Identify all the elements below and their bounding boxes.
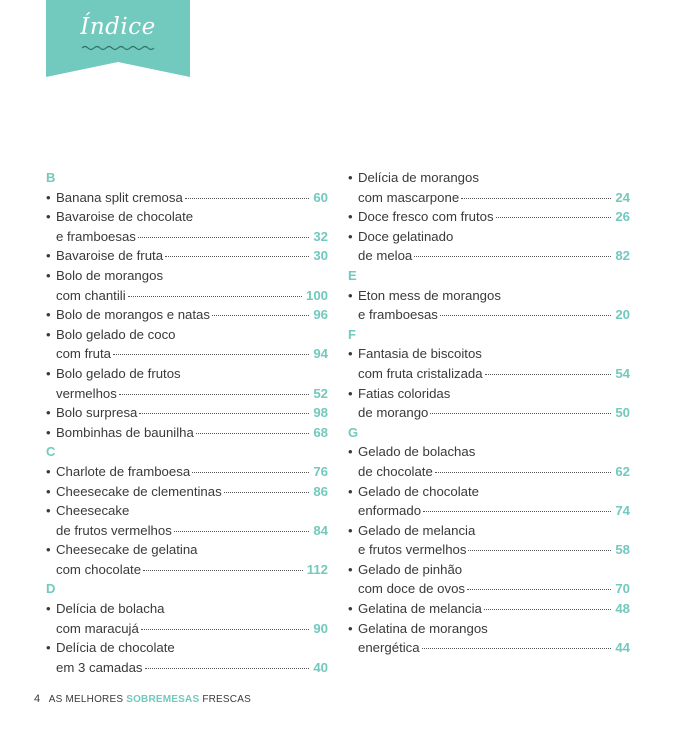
dot-leader	[113, 354, 309, 355]
entry-title: Bombinhas de baunilha	[56, 424, 194, 440]
index-entry-line	[46, 305, 328, 325]
index-entry-line	[46, 658, 328, 678]
dot-leader	[128, 296, 302, 297]
entry-title: de frutos vermelhos	[56, 522, 172, 538]
index-entry-line	[46, 462, 328, 482]
entry-page-number: 82	[615, 248, 630, 264]
entry-page-number: 70	[615, 581, 630, 597]
index-entry-line	[46, 599, 328, 619]
index-entry	[348, 384, 630, 423]
index-entry-line	[348, 482, 630, 502]
bullet-icon: •	[348, 228, 353, 244]
index-entry-line	[46, 638, 328, 658]
index-column-right	[348, 168, 630, 658]
entry-title: com fruta cristalizada	[358, 365, 483, 381]
entry-page-number: 94	[313, 346, 328, 362]
dot-leader	[224, 492, 310, 493]
entry-page-number: 30	[313, 248, 328, 264]
section-letter: E	[348, 267, 357, 283]
entry-page-number: 98	[313, 405, 328, 421]
entry-title: Cheesecake	[56, 503, 130, 519]
entry-page-number: 44	[615, 640, 630, 656]
entry-title: com fruta	[56, 346, 111, 362]
entry-page-number: 26	[615, 209, 630, 225]
entry-page-number: 84	[313, 522, 328, 538]
index-entry	[46, 305, 328, 325]
index-entry-line	[348, 521, 630, 541]
index-entry-line	[348, 246, 630, 266]
entry-page-number: 40	[313, 659, 328, 675]
entry-title: Bolo gelado de coco	[56, 326, 176, 342]
index-entry-line	[46, 364, 328, 384]
entry-title: de morango	[358, 405, 429, 421]
index-entry	[46, 207, 328, 246]
entry-title: energética	[358, 640, 420, 656]
bullet-icon: •	[348, 209, 353, 225]
index-entry	[46, 599, 328, 638]
index-entry-line	[348, 384, 630, 404]
bullet-icon: •	[46, 483, 51, 499]
page-title: Índice	[80, 14, 156, 40]
index-entry	[348, 482, 630, 521]
bullet-icon: •	[46, 326, 51, 342]
index-entry-line	[46, 207, 328, 227]
index-entry	[348, 344, 630, 383]
dot-leader	[174, 531, 310, 532]
entry-title: com chantili	[56, 287, 126, 303]
dot-leader	[196, 433, 309, 434]
index-entry-line	[46, 501, 328, 521]
index-entry	[46, 482, 328, 502]
dot-leader	[139, 413, 309, 414]
bullet-icon: •	[348, 287, 353, 303]
dot-leader	[422, 648, 612, 649]
entry-title: Bavaroise de fruta	[56, 248, 164, 264]
entry-page-number: 112	[306, 561, 328, 577]
section-letter: B	[46, 170, 56, 185]
bullet-icon: •	[46, 365, 51, 381]
entry-title: Bavaroise de chocolate	[56, 209, 194, 225]
entry-page-number: 68	[313, 424, 328, 440]
entry-page-number: 86	[313, 483, 328, 499]
entry-page-number: 54	[615, 365, 630, 381]
entry-title: de chocolate	[358, 463, 433, 479]
entry-title: com doce de ovos	[358, 581, 466, 597]
index-entry-line	[348, 286, 630, 306]
index-entry-line	[348, 540, 630, 560]
index-entry-line	[46, 403, 328, 423]
entry-page-number: 96	[313, 307, 328, 323]
bullet-icon: •	[46, 189, 51, 205]
section-letter: D	[46, 581, 56, 597]
entry-title: Gelado de bolachas	[358, 444, 476, 460]
index-entry-line	[46, 619, 328, 639]
index-entry-line	[46, 246, 328, 266]
index-entry	[348, 560, 630, 599]
bullet-icon: •	[348, 620, 353, 636]
index-entry	[348, 521, 630, 560]
entry-page-number: 52	[313, 385, 328, 401]
index-entry	[348, 227, 630, 266]
entry-page-number: 50	[615, 405, 630, 421]
section-letter: G	[348, 424, 359, 440]
section-letter: F	[348, 326, 356, 342]
entry-title: Cheesecake de clementinas	[56, 483, 222, 499]
index-entry-line	[348, 638, 630, 658]
entry-title: Gelado de pinhão	[358, 561, 463, 577]
bullet-icon: •	[46, 209, 51, 225]
dot-leader	[141, 629, 310, 630]
index-entry	[46, 266, 328, 305]
bullet-icon: •	[348, 522, 353, 538]
index-entry	[348, 619, 630, 658]
index-entry	[46, 462, 328, 482]
index-entry	[348, 286, 630, 325]
index-entry	[46, 638, 328, 677]
entry-title: Bolo de morangos e natas	[56, 307, 210, 323]
dot-leader	[467, 589, 611, 590]
entry-page-number: 32	[313, 228, 328, 244]
entry-title: Doce fresco com frutos	[358, 209, 494, 225]
index-entry	[348, 442, 630, 481]
bullet-icon: •	[46, 307, 51, 323]
index-entry	[348, 207, 630, 227]
bullet-icon: •	[348, 346, 353, 362]
index-entry-line	[348, 403, 630, 423]
entry-title: com chocolate	[56, 561, 142, 577]
entry-page-number: 62	[615, 463, 630, 479]
entry-page-number: 60	[313, 189, 328, 205]
dot-leader	[430, 413, 611, 414]
dot-leader	[484, 609, 611, 610]
index-entry	[46, 540, 328, 579]
bullet-icon: •	[46, 542, 51, 558]
index-entry	[46, 364, 328, 403]
index-banner	[46, 0, 190, 77]
dot-leader	[485, 374, 612, 375]
bullet-icon: •	[348, 483, 353, 499]
dot-leader	[165, 256, 309, 257]
entry-title: Gelatina de morangos	[358, 620, 488, 636]
page-number: 4	[34, 693, 41, 705]
index-entry-line	[46, 482, 328, 502]
entry-title: com mascarpone	[358, 189, 460, 205]
index-entry-line	[348, 305, 630, 325]
index-entry	[46, 501, 328, 540]
entry-title: com maracujá	[56, 620, 139, 636]
entry-page-number: 76	[313, 463, 328, 479]
index-entry-line	[46, 286, 328, 306]
bullet-icon: •	[46, 248, 51, 264]
footer-text-before: AS MELHORES	[48, 694, 124, 705]
index-entry-line	[348, 619, 630, 639]
dot-leader	[440, 315, 611, 316]
index-entry-line	[348, 168, 630, 188]
bullet-icon: •	[348, 601, 353, 617]
dot-leader	[496, 217, 612, 218]
footer-text-after: FRESCAS	[202, 694, 251, 705]
dot-leader	[212, 315, 309, 316]
entry-page-number: 100	[305, 287, 328, 303]
index-entry	[348, 168, 630, 207]
bullet-icon: •	[46, 463, 51, 479]
entry-title: Gelado de chocolate	[358, 483, 479, 499]
entry-title: Delícia de chocolate	[56, 640, 175, 656]
dot-leader	[461, 198, 611, 199]
index-entry-line	[46, 188, 328, 208]
index-entry-line	[46, 423, 328, 443]
entry-title: Delícia de bolacha	[56, 601, 165, 617]
entry-page-number: 58	[615, 542, 630, 558]
index-entry	[46, 188, 328, 208]
index-entry	[46, 423, 328, 443]
entry-page-number: 90	[313, 620, 328, 636]
dot-leader	[143, 570, 303, 571]
index-entry-line	[46, 560, 328, 580]
entry-title: Fatias coloridas	[358, 385, 451, 401]
entry-page-number: 74	[615, 503, 630, 519]
index-entry	[348, 599, 630, 619]
bullet-icon: •	[46, 405, 51, 421]
index-column-left	[46, 168, 328, 677]
dot-leader	[468, 550, 611, 551]
index-entry-line	[348, 344, 630, 364]
entry-title: Banana split cremosa	[56, 189, 183, 205]
entry-page-number: 20	[615, 307, 630, 323]
index-entry-line	[46, 384, 328, 404]
bullet-icon: •	[348, 385, 353, 401]
index-entry	[46, 246, 328, 266]
index-entry-line	[348, 227, 630, 247]
dot-leader	[192, 472, 309, 473]
entry-page-number: 48	[615, 601, 630, 617]
index-entry-line	[46, 540, 328, 560]
index-entry-line	[46, 325, 328, 345]
entry-title: Delícia de morangos	[358, 170, 479, 185]
entry-title: e frutos vermelhos	[358, 542, 467, 558]
bullet-icon: •	[46, 503, 51, 519]
entry-title: Gelado de melancia	[358, 522, 476, 538]
index-entry-line	[348, 207, 630, 227]
entry-title: e framboesas	[358, 307, 438, 323]
index-entry-line	[46, 266, 328, 286]
bullet-icon: •	[46, 267, 51, 283]
dot-leader	[119, 394, 309, 395]
entry-title: Eton mess de morangos	[358, 287, 501, 303]
entry-title: Charlote de framboesa	[56, 463, 191, 479]
index-entry-line	[348, 501, 630, 521]
index-entry-line	[46, 227, 328, 247]
index-entry-line	[46, 344, 328, 364]
dot-leader	[423, 511, 611, 512]
dot-leader	[138, 237, 309, 238]
entry-page-number: 24	[615, 189, 630, 205]
entry-title: em 3 camadas	[56, 659, 143, 675]
index-entry-line	[348, 579, 630, 599]
bullet-icon: •	[348, 170, 353, 185]
dot-leader	[435, 472, 612, 473]
index-entry-line	[46, 521, 328, 541]
entry-title: e framboesas	[56, 228, 136, 244]
footer-text-accent: SOBREMESAS	[126, 694, 200, 705]
index-entry-line	[348, 442, 630, 462]
entry-title: Bolo surpresa	[56, 405, 138, 421]
bullet-icon: •	[46, 424, 51, 440]
section-letter: C	[46, 444, 56, 460]
bullet-icon: •	[348, 444, 353, 460]
dot-leader	[414, 256, 611, 257]
bullet-icon: •	[46, 640, 51, 656]
bullet-icon: •	[46, 601, 51, 617]
entry-title: Fantasia de biscoitos	[358, 346, 482, 362]
entry-title: enformado	[358, 503, 422, 519]
entry-title: Bolo gelado de frutos	[56, 365, 181, 381]
dot-leader	[145, 668, 310, 669]
index-entry	[46, 403, 328, 423]
bullet-icon: •	[348, 561, 353, 577]
index-entry-line	[348, 599, 630, 619]
dot-leader	[185, 198, 310, 199]
entry-title: Gelatina de melancia	[358, 601, 482, 617]
entry-title: de meloa	[358, 248, 413, 264]
index-entry-line	[348, 188, 630, 208]
entry-title: Doce gelatinado	[358, 228, 454, 244]
entry-title: vermelhos	[56, 385, 117, 401]
index-entry-line	[348, 560, 630, 580]
entry-title: Bolo de morangos	[56, 267, 164, 283]
index-entry	[46, 325, 328, 364]
entry-title: Cheesecake de gelatina	[56, 542, 198, 558]
page-footer	[34, 693, 251, 705]
index-entry-line	[348, 462, 630, 482]
index-entry-line	[348, 364, 630, 384]
